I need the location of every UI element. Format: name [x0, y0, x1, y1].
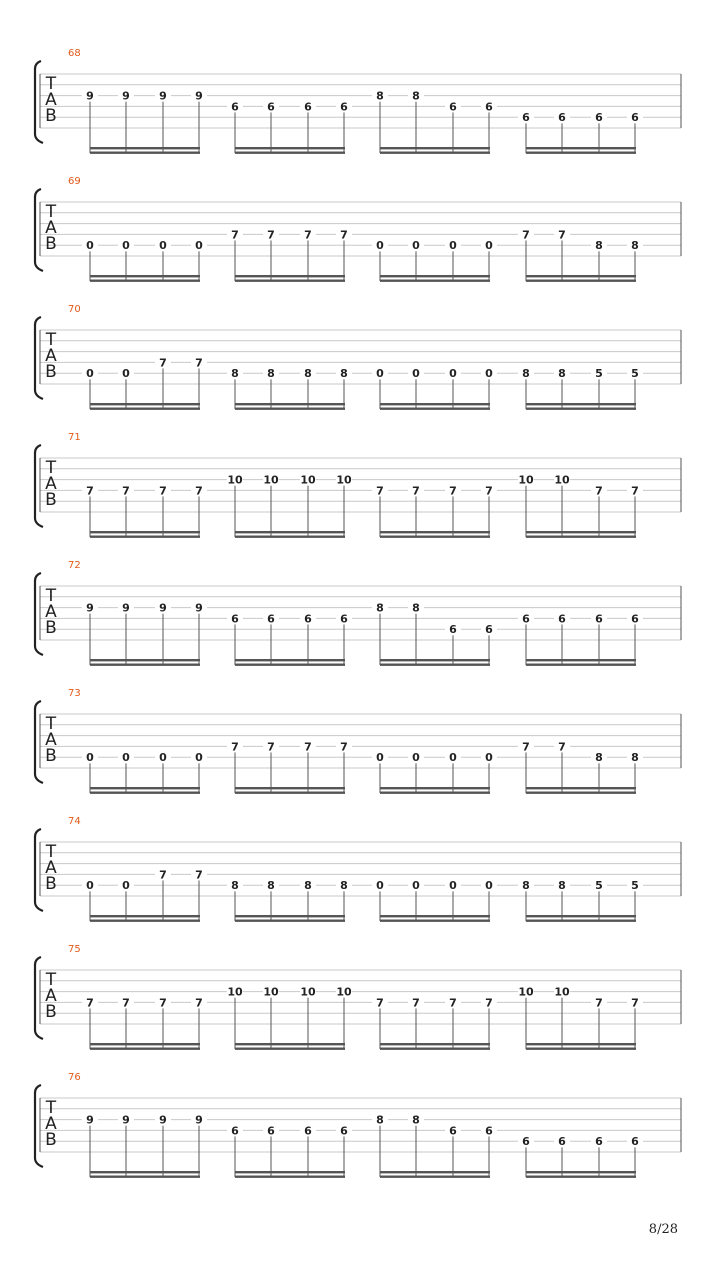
- beam-upper: [235, 275, 345, 277]
- fret-number: 6: [485, 1124, 493, 1138]
- fret-number: 10: [263, 985, 279, 999]
- fret-number: 9: [86, 1113, 94, 1127]
- fret-number: 6: [231, 612, 239, 626]
- fret-number: 0: [122, 751, 130, 765]
- fret-number: 6: [304, 1124, 312, 1138]
- tab-clef-letter: B: [45, 746, 57, 766]
- beam-upper: [526, 1043, 636, 1045]
- beam-upper: [90, 787, 200, 789]
- fret-number: 8: [267, 367, 275, 381]
- beam-lower: [526, 536, 636, 538]
- beam-lower: [380, 536, 490, 538]
- beam-upper: [526, 147, 636, 149]
- beam-lower: [235, 280, 345, 282]
- fret-number: 8: [376, 1113, 384, 1127]
- beam-lower: [380, 792, 490, 794]
- fret-number: 7: [231, 740, 239, 754]
- measure-number: 68: [68, 48, 81, 59]
- beam-lower: [90, 1048, 200, 1050]
- fret-number: 6: [267, 100, 275, 114]
- fret-number: 0: [412, 239, 420, 253]
- fret-number: 6: [631, 1135, 639, 1149]
- fret-number: 10: [336, 473, 352, 487]
- beam-lower: [526, 664, 636, 666]
- tab-staff: [0, 694, 720, 822]
- beam-upper: [380, 403, 490, 405]
- fret-number: 9: [159, 1113, 167, 1127]
- fret-number: 9: [122, 89, 130, 103]
- beam-lower: [235, 1048, 345, 1050]
- beam-upper: [526, 275, 636, 277]
- fret-number: 6: [449, 623, 457, 637]
- fret-number: 0: [485, 367, 493, 381]
- beam-lower: [90, 664, 200, 666]
- tab-staff: [0, 950, 720, 1078]
- fret-number: 6: [558, 111, 566, 125]
- beam-lower: [526, 280, 636, 282]
- fret-number: 0: [195, 239, 203, 253]
- tab-clef-letter: T: [45, 202, 57, 222]
- tab-clef-letter: T: [45, 842, 57, 862]
- fret-number: 8: [304, 367, 312, 381]
- beam-lower: [235, 408, 345, 410]
- fret-number: 0: [449, 239, 457, 253]
- tab-clef-letter: T: [45, 586, 57, 606]
- beam-upper: [90, 659, 200, 661]
- beam-lower: [526, 408, 636, 410]
- fret-number: 6: [267, 1124, 275, 1138]
- beam-lower: [235, 1176, 345, 1178]
- fret-number: 5: [595, 879, 603, 893]
- beam-lower: [380, 408, 490, 410]
- beam-upper: [90, 275, 200, 277]
- fret-number: 7: [122, 484, 130, 498]
- tab-clef-letter: A: [45, 858, 57, 878]
- measure-system: [0, 688, 720, 822]
- fret-number: 6: [449, 100, 457, 114]
- fret-number: 9: [159, 601, 167, 615]
- fret-number: 6: [485, 623, 493, 637]
- fret-number: 7: [159, 996, 167, 1010]
- fret-number: 0: [485, 751, 493, 765]
- beam-upper: [90, 1043, 200, 1045]
- beam-upper: [235, 147, 345, 149]
- tab-clef-letter: B: [45, 490, 57, 510]
- fret-number: 5: [631, 367, 639, 381]
- fret-number: 9: [122, 601, 130, 615]
- fret-number: 0: [376, 239, 384, 253]
- tab-clef-letter: A: [45, 986, 57, 1006]
- beam-upper: [380, 787, 490, 789]
- beam-lower: [380, 1176, 490, 1178]
- beam-lower: [235, 664, 345, 666]
- fret-number: 9: [195, 601, 203, 615]
- beam-upper: [380, 531, 490, 533]
- tab-clef-letter: B: [45, 106, 57, 126]
- fret-number: 5: [631, 879, 639, 893]
- fret-number: 0: [122, 367, 130, 381]
- fret-number: 0: [86, 879, 94, 893]
- fret-number: 9: [122, 1113, 130, 1127]
- beam-lower: [90, 152, 200, 154]
- tab-staff: [0, 54, 720, 182]
- fret-number: 6: [631, 612, 639, 626]
- tab-clef-letter: A: [45, 346, 57, 366]
- tab-clef-letter: T: [45, 714, 57, 734]
- tab-staff: [0, 182, 720, 310]
- fret-number: 8: [595, 239, 603, 253]
- measure-system: [0, 944, 720, 1078]
- beam-upper: [526, 915, 636, 917]
- measure-system: [0, 560, 720, 694]
- tab-staff: [0, 566, 720, 694]
- fret-number: 8: [412, 601, 420, 615]
- fret-number: 0: [86, 239, 94, 253]
- fret-number: 10: [518, 985, 534, 999]
- fret-number: 7: [304, 228, 312, 242]
- fret-number: 0: [412, 879, 420, 893]
- beam-upper: [380, 659, 490, 661]
- beam-upper: [380, 147, 490, 149]
- fret-number: 0: [412, 751, 420, 765]
- fret-number: 0: [86, 751, 94, 765]
- measure-system: [0, 816, 720, 950]
- fret-number: 10: [227, 473, 243, 487]
- beam-lower: [235, 536, 345, 538]
- tab-staff: [0, 1078, 720, 1206]
- fret-number: 7: [631, 996, 639, 1010]
- measure-number: 71: [68, 432, 81, 443]
- beam-upper: [90, 147, 200, 149]
- fret-number: 7: [86, 484, 94, 498]
- beam-lower: [526, 1176, 636, 1178]
- fret-number: 6: [340, 612, 348, 626]
- tab-clef-letter: A: [45, 474, 57, 494]
- fret-number: 0: [159, 239, 167, 253]
- fret-number: 0: [449, 367, 457, 381]
- fret-number: 8: [231, 367, 239, 381]
- system-bracket: [35, 61, 43, 143]
- beam-upper: [235, 531, 345, 533]
- beam-lower: [90, 792, 200, 794]
- fret-number: 8: [267, 879, 275, 893]
- fret-number: 10: [300, 473, 316, 487]
- fret-number: 8: [376, 601, 384, 615]
- fret-number: 8: [340, 879, 348, 893]
- fret-number: 6: [449, 1124, 457, 1138]
- fret-number: 6: [558, 612, 566, 626]
- fret-number: 6: [522, 111, 530, 125]
- fret-number: 7: [449, 996, 457, 1010]
- fret-number: 7: [340, 228, 348, 242]
- beam-lower: [235, 792, 345, 794]
- fret-number: 7: [522, 740, 530, 754]
- fret-number: 0: [376, 367, 384, 381]
- beam-upper: [235, 403, 345, 405]
- fret-number: 8: [304, 879, 312, 893]
- system-bracket: [35, 189, 43, 271]
- fret-number: 6: [340, 1124, 348, 1138]
- system-bracket: [35, 829, 43, 911]
- fret-number: 7: [522, 228, 530, 242]
- beam-upper: [526, 531, 636, 533]
- beam-upper: [380, 915, 490, 917]
- system-bracket: [35, 1085, 43, 1167]
- system-bracket: [35, 573, 43, 655]
- fret-number: 8: [522, 367, 530, 381]
- tab-clef-letter: T: [45, 74, 57, 94]
- fret-number: 0: [122, 239, 130, 253]
- beam-upper: [235, 659, 345, 661]
- fret-number: 8: [340, 367, 348, 381]
- beam-lower: [526, 920, 636, 922]
- beam-upper: [380, 1171, 490, 1173]
- tab-clef-letter: T: [45, 1098, 57, 1118]
- fret-number: 7: [449, 484, 457, 498]
- measure-number: 72: [68, 560, 81, 571]
- fret-number: 8: [558, 879, 566, 893]
- fret-number: 10: [554, 985, 570, 999]
- fret-number: 6: [631, 111, 639, 125]
- fret-number: 6: [558, 1135, 566, 1149]
- beam-lower: [90, 1176, 200, 1178]
- fret-number: 0: [485, 239, 493, 253]
- tab-clef-letter: A: [45, 1114, 57, 1134]
- beam-lower: [526, 152, 636, 154]
- tab-staff: [0, 822, 720, 950]
- fret-number: 6: [595, 1135, 603, 1149]
- beam-upper: [235, 1171, 345, 1173]
- fret-number: 6: [340, 100, 348, 114]
- fret-number: 7: [485, 996, 493, 1010]
- fret-number: 7: [595, 484, 603, 498]
- measure-system: [0, 1072, 720, 1206]
- tab-staff: [0, 310, 720, 438]
- system-bracket: [35, 957, 43, 1039]
- fret-number: 10: [554, 473, 570, 487]
- fret-number: 7: [376, 484, 384, 498]
- fret-number: 8: [522, 879, 530, 893]
- fret-number: 10: [300, 985, 316, 999]
- fret-number: 0: [449, 879, 457, 893]
- fret-number: 7: [159, 868, 167, 882]
- fret-number: 8: [376, 89, 384, 103]
- beam-upper: [380, 275, 490, 277]
- fret-number: 9: [159, 89, 167, 103]
- fret-number: 6: [231, 100, 239, 114]
- fret-number: 8: [631, 239, 639, 253]
- fret-number: 8: [231, 879, 239, 893]
- fret-number: 7: [595, 996, 603, 1010]
- fret-number: 0: [449, 751, 457, 765]
- fret-number: 10: [518, 473, 534, 487]
- fret-number: 8: [412, 1113, 420, 1127]
- beam-lower: [90, 920, 200, 922]
- fret-number: 0: [195, 751, 203, 765]
- measure-system: [0, 48, 720, 182]
- tab-clef-letter: A: [45, 218, 57, 238]
- fret-number: 6: [304, 612, 312, 626]
- fret-number: 6: [267, 612, 275, 626]
- fret-number: 9: [86, 601, 94, 615]
- fret-number: 0: [485, 879, 493, 893]
- beam-upper: [235, 1043, 345, 1045]
- fret-number: 7: [159, 484, 167, 498]
- tab-clef-letter: B: [45, 874, 57, 894]
- tab-clef-letter: B: [45, 362, 57, 382]
- fret-number: 5: [595, 367, 603, 381]
- fret-number: 7: [159, 356, 167, 370]
- fret-number: 0: [412, 367, 420, 381]
- fret-number: 7: [304, 740, 312, 754]
- fret-number: 6: [304, 100, 312, 114]
- beam-lower: [380, 280, 490, 282]
- beam-lower: [380, 152, 490, 154]
- measure-number: 74: [68, 816, 81, 827]
- measure-system: [0, 432, 720, 566]
- tab-clef-letter: T: [45, 970, 57, 990]
- beam-upper: [526, 1171, 636, 1173]
- beam-lower: [380, 664, 490, 666]
- beam-lower: [90, 536, 200, 538]
- beam-upper: [90, 915, 200, 917]
- fret-number: 7: [412, 484, 420, 498]
- fret-number: 6: [522, 1135, 530, 1149]
- tab-clef-letter: B: [45, 618, 57, 638]
- beam-lower: [526, 1048, 636, 1050]
- fret-number: 6: [231, 1124, 239, 1138]
- fret-number: 9: [195, 89, 203, 103]
- fret-number: 0: [376, 751, 384, 765]
- beam-upper: [380, 1043, 490, 1045]
- beam-lower: [235, 920, 345, 922]
- fret-number: 7: [485, 484, 493, 498]
- beam-upper: [90, 1171, 200, 1173]
- beam-lower: [380, 920, 490, 922]
- fret-number: 7: [195, 484, 203, 498]
- tab-clef-letter: A: [45, 90, 57, 110]
- fret-number: 7: [195, 996, 203, 1010]
- fret-number: 6: [485, 100, 493, 114]
- tab-clef-letter: A: [45, 730, 57, 750]
- fret-number: 10: [227, 985, 243, 999]
- fret-number: 9: [195, 1113, 203, 1127]
- fret-number: 7: [86, 996, 94, 1010]
- fret-number: 8: [631, 751, 639, 765]
- fret-number: 9: [86, 89, 94, 103]
- tab-clef-letter: B: [45, 234, 57, 254]
- fret-number: 10: [336, 985, 352, 999]
- fret-number: 8: [412, 89, 420, 103]
- beam-upper: [90, 403, 200, 405]
- fret-number: 7: [231, 228, 239, 242]
- fret-number: 7: [340, 740, 348, 754]
- fret-number: 10: [263, 473, 279, 487]
- fret-number: 8: [558, 367, 566, 381]
- measure-system: [0, 304, 720, 438]
- fret-number: 7: [376, 996, 384, 1010]
- beam-lower: [526, 792, 636, 794]
- tab-clef-letter: B: [45, 1002, 57, 1022]
- fret-number: 8: [595, 751, 603, 765]
- fret-number: 6: [522, 612, 530, 626]
- beam-upper: [90, 531, 200, 533]
- measure-number: 75: [68, 944, 81, 955]
- fret-number: 0: [122, 879, 130, 893]
- fret-number: 7: [558, 740, 566, 754]
- fret-number: 0: [159, 751, 167, 765]
- fret-number: 7: [267, 228, 275, 242]
- fret-number: 7: [631, 484, 639, 498]
- tab-clef-letter: B: [45, 1130, 57, 1150]
- beam-upper: [526, 403, 636, 405]
- tab-staff: [0, 438, 720, 566]
- beam-lower: [380, 1048, 490, 1050]
- measure-number: 76: [68, 1072, 81, 1083]
- beam-upper: [235, 787, 345, 789]
- fret-number: 0: [86, 367, 94, 381]
- beam-lower: [90, 280, 200, 282]
- fret-number: 7: [267, 740, 275, 754]
- beam-upper: [526, 787, 636, 789]
- tab-clef-letter: A: [45, 602, 57, 622]
- fret-number: 0: [376, 879, 384, 893]
- measure-number: 73: [68, 688, 81, 699]
- measure-number: 69: [68, 176, 81, 187]
- fret-number: 6: [595, 111, 603, 125]
- measure-system: [0, 176, 720, 310]
- beam-upper: [526, 659, 636, 661]
- beam-upper: [235, 915, 345, 917]
- beam-lower: [90, 408, 200, 410]
- fret-number: 7: [195, 868, 203, 882]
- system-bracket: [35, 445, 43, 527]
- fret-number: 7: [412, 996, 420, 1010]
- system-bracket: [35, 317, 43, 399]
- tab-clef-letter: T: [45, 330, 57, 350]
- fret-number: 7: [558, 228, 566, 242]
- beam-lower: [235, 152, 345, 154]
- system-bracket: [35, 701, 43, 783]
- page-number: 8/28: [648, 1222, 678, 1237]
- fret-number: 7: [195, 356, 203, 370]
- tab-clef-letter: T: [45, 458, 57, 478]
- fret-number: 6: [595, 612, 603, 626]
- fret-number: 7: [122, 996, 130, 1010]
- measure-number: 70: [68, 304, 81, 315]
